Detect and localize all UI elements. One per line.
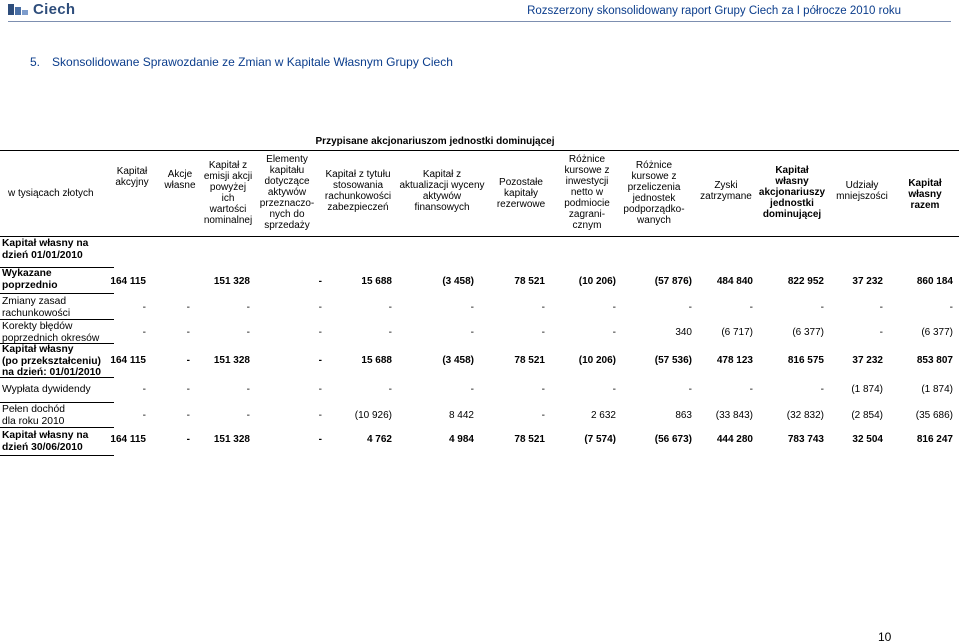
table-cell: (56 673) <box>654 434 692 445</box>
table-cell: 853 807 <box>916 355 953 366</box>
column-header <box>613 160 695 226</box>
table-cell: 444 280 <box>716 434 753 445</box>
table-cell: - <box>246 327 250 338</box>
table-cell: - <box>186 384 190 395</box>
table-cell: (1 874) <box>921 384 953 395</box>
table-cell: (35 686) <box>915 410 953 421</box>
row-label-line: na dzień: 01/01/2010 <box>2 367 102 378</box>
row-label-line: Pełen dochód <box>2 404 65 415</box>
column-header-line: własne <box>164 180 196 191</box>
table-cell: - <box>470 384 474 395</box>
table-cell: (2 854) <box>851 410 883 421</box>
column-header <box>898 178 953 211</box>
row-label-line: Zmiany zasad <box>2 296 67 307</box>
header-bottom-rule <box>0 236 959 237</box>
column-header-line: dominującej <box>762 209 822 220</box>
row-rule <box>0 293 114 294</box>
table-cell: - <box>318 410 322 421</box>
table-cell: - <box>470 302 474 313</box>
column-header <box>491 177 551 210</box>
table-cell: - <box>186 327 190 338</box>
column-header-line: Różnice <box>635 160 673 171</box>
table-cell: - <box>246 410 250 421</box>
table-cell: - <box>688 302 692 313</box>
row-label <box>2 296 70 319</box>
table-cell: (57 536) <box>654 355 692 366</box>
column-header <box>196 160 261 226</box>
column-header-line: podporządko- <box>623 204 685 215</box>
section-title: Skonsolidowane Sprawozdanie ze Zmian w Kapitale Własnym Grupy Ciech <box>52 55 453 69</box>
row-label <box>2 404 65 427</box>
column-header-line: aktywów <box>422 191 462 202</box>
row-label-line: Wykazane <box>2 268 52 279</box>
column-header-line: kapitału <box>269 165 305 176</box>
column-header <box>160 169 200 191</box>
column-header-line: własny <box>908 189 942 200</box>
table-cell: - <box>612 327 616 338</box>
row-label-line: poprzednich okresów <box>2 332 100 344</box>
table-cell: - <box>820 302 824 313</box>
column-header-line: dotyczące <box>264 176 310 187</box>
column-header-line: mniejszości <box>836 191 888 202</box>
column-header <box>832 180 892 202</box>
column-header-line: inwestycji <box>565 176 609 187</box>
table-cell: - <box>186 410 190 421</box>
column-header-line: netto w <box>570 187 604 198</box>
table-cell: - <box>388 384 392 395</box>
column-header-line: sprzedaży <box>264 220 310 231</box>
table-cell: - <box>388 302 392 313</box>
column-header-line: jednostek <box>632 193 676 204</box>
column-header-line: kursowe z <box>631 171 677 182</box>
table-cell: - <box>388 327 392 338</box>
table-cell: - <box>142 327 146 338</box>
column-header-line: wartości <box>209 204 247 215</box>
column-header-line: akcjonariuszy <box>758 187 826 198</box>
group-header-rule <box>114 150 959 151</box>
report-title: Rozszerzony skonsolidowany raport Grupy Ciech za I półrocze 2010 roku <box>527 5 901 17</box>
table-cell: - <box>142 384 146 395</box>
row-label-line: poprzednio <box>2 279 58 291</box>
table-cell: - <box>318 355 322 366</box>
table-cell: - <box>541 302 545 313</box>
column-header-line: Kapitał <box>908 178 942 189</box>
table-cell: (57 876) <box>654 276 692 287</box>
table-cell: 4 762 <box>366 434 392 445</box>
column-header-line: zabezpieczeń <box>327 202 389 213</box>
row-rule <box>0 402 114 403</box>
table-cell: 15 688 <box>361 355 392 366</box>
column-header-line: przeznaczo- <box>259 198 315 209</box>
table-cell: - <box>820 384 824 395</box>
column-header-line: Kapitał z <box>208 160 248 171</box>
table-cell: 822 952 <box>787 276 824 287</box>
group-header: Przypisane akcjonariuszom jednostki dominującej <box>315 136 555 147</box>
table-cell: 8 442 <box>448 410 474 421</box>
table-cell: 151 328 <box>213 355 250 366</box>
company-logo <box>8 2 88 17</box>
column-header-line: Kapitał <box>116 166 148 177</box>
column-header-line: nominalnej <box>203 215 253 226</box>
table-cell: 783 743 <box>787 434 824 445</box>
column-header <box>257 154 317 231</box>
table-cell: - <box>186 434 190 445</box>
row-rule <box>0 319 114 320</box>
table-cell: (6 377) <box>921 327 953 338</box>
column-header-line: akcyjny <box>115 177 149 188</box>
table-cell: - <box>318 276 322 287</box>
table-cell: 78 521 <box>514 276 545 287</box>
table-cell: 78 521 <box>514 434 545 445</box>
table-cell: (10 206) <box>578 276 616 287</box>
table-cell: 4 984 <box>448 434 474 445</box>
column-header <box>313 169 403 213</box>
column-header <box>392 169 492 213</box>
column-header-line: powyżej <box>209 182 247 193</box>
table-cell: - <box>541 384 545 395</box>
table-cell: 37 232 <box>852 276 883 287</box>
row-label <box>2 384 91 396</box>
header-divider <box>8 21 951 22</box>
row-label-line: dla roku 2010 <box>2 415 65 427</box>
column-header-line: podmiocie <box>564 198 610 209</box>
column-header-line: cznym <box>572 220 602 231</box>
column-header <box>755 165 830 220</box>
column-header-line: Akcje <box>167 169 193 180</box>
column-header-line: Różnice <box>568 154 606 165</box>
table-cell: 816 575 <box>787 355 824 366</box>
column-header-line: Elementy <box>266 154 308 165</box>
table-cell: 816 247 <box>916 434 953 445</box>
table-cell: - <box>318 434 322 445</box>
table-cell: (10 206) <box>578 355 616 366</box>
table-cell: 860 184 <box>916 276 953 287</box>
table-cell: - <box>612 384 616 395</box>
row-rule <box>0 427 114 428</box>
column-header-line: finansowych <box>414 202 470 213</box>
section-number: 5. <box>30 55 41 69</box>
table-cell: 484 840 <box>716 276 753 287</box>
table-cell: - <box>749 384 753 395</box>
table-cell: - <box>688 384 692 395</box>
table-cell: (10 926) <box>354 410 392 421</box>
column-header-line: kursowe z <box>564 165 610 176</box>
row-label-line: Kapitał własny <box>2 344 74 355</box>
table-cell: - <box>879 302 883 313</box>
row-label-line: rachunkowości <box>2 307 71 319</box>
table-cell: (3 458) <box>442 355 474 366</box>
column-header-line: przeliczenia <box>627 182 681 193</box>
table-cell: 37 232 <box>852 355 883 366</box>
row-label-line: dzień 30/06/2010 <box>2 441 83 453</box>
row-label-line: Korekty błędów <box>2 321 73 332</box>
table-top-rule <box>0 150 114 151</box>
opening-balance-label <box>2 238 88 261</box>
table-cell: 164 115 <box>110 355 146 366</box>
table-cell: - <box>318 302 322 313</box>
row-label <box>2 344 101 379</box>
table-cell: 478 123 <box>716 355 753 366</box>
table-cell: - <box>541 327 545 338</box>
table-cell: - <box>318 327 322 338</box>
table-cell: 863 <box>675 410 692 421</box>
ciech-logo-icon <box>8 3 30 16</box>
row-label <box>2 268 57 291</box>
column-header <box>699 180 754 202</box>
column-header-line: kapitały <box>504 188 538 199</box>
page-number: 10 <box>878 630 892 644</box>
column-header-line: Zyski <box>714 180 738 191</box>
table-cell: (6 717) <box>721 327 753 338</box>
row-label-line: Wypłata dywidendy <box>2 384 91 395</box>
table-cell: (32 832) <box>786 410 824 421</box>
column-header-line: stosowania <box>332 180 384 191</box>
column-header-line: rachunkowości <box>324 191 392 202</box>
column-header <box>112 166 152 188</box>
row-label-line: Kapitał własny na <box>2 430 89 441</box>
column-header-line: Udziały <box>845 180 879 191</box>
table-cell: (6 377) <box>792 327 824 338</box>
table-cell: 15 688 <box>361 276 392 287</box>
column-header-line: własny <box>775 176 809 187</box>
table-cell: 2 632 <box>590 410 616 421</box>
table-cell: 151 328 <box>213 276 250 287</box>
section-heading <box>30 55 453 69</box>
column-header-line: aktywów <box>267 187 307 198</box>
column-header-line: jednostki <box>770 198 814 209</box>
row-label-line: (po przekształceniu) <box>2 355 101 367</box>
column-header-line: wanych <box>637 215 671 226</box>
opening-label-line: dzień 01/01/2010 <box>2 249 83 261</box>
table-cell: - <box>142 410 146 421</box>
row-label <box>2 321 99 344</box>
table-cell: - <box>949 302 953 313</box>
table-cell: - <box>246 302 250 313</box>
opening-label-line: Kapitał własny na <box>2 238 89 249</box>
table-cell: - <box>186 355 190 366</box>
column-header-line: Kapitał z <box>422 169 462 180</box>
table-cell: (3 458) <box>442 276 474 287</box>
row-label <box>2 430 88 453</box>
column-header-line: zagrani- <box>568 209 606 220</box>
table-cell: - <box>186 302 190 313</box>
column-header-line: rezerwowe <box>496 199 546 210</box>
column-header-line: zatrzymane <box>700 191 752 202</box>
table-cell: - <box>318 384 322 395</box>
column-header-line: nych do <box>269 209 305 220</box>
table-cell: 164 115 <box>110 434 146 445</box>
column-header-line: Kapitał <box>775 165 809 176</box>
column-header-line: aktualizacji wyceny <box>399 180 485 191</box>
table-cell: - <box>749 302 753 313</box>
row-rule <box>0 455 114 456</box>
table-cell: 340 <box>675 327 692 338</box>
table-cell: 78 521 <box>514 355 545 366</box>
table-cell: 151 328 <box>213 434 250 445</box>
table-cell: (7 574) <box>584 434 616 445</box>
table-cell: - <box>142 302 146 313</box>
table-cell: - <box>612 302 616 313</box>
table-cell: - <box>879 327 883 338</box>
table-cell: - <box>246 384 250 395</box>
table-cell: 32 504 <box>852 434 883 445</box>
table-cell: 164 115 <box>110 276 146 287</box>
logo-text: Ciech <box>33 1 76 18</box>
column-header-line: razem <box>910 200 940 211</box>
unit-label: w tysiącach złotych <box>8 188 94 199</box>
column-header-line: ich <box>221 193 235 204</box>
table-cell: (1 874) <box>851 384 883 395</box>
column-header-line: Kapitał z tytułu <box>325 169 391 180</box>
table-cell: (33 843) <box>715 410 753 421</box>
column-header-line: emisji akcji <box>203 171 253 182</box>
column-header-line: Pozostałe <box>499 177 543 188</box>
column-header <box>557 154 617 231</box>
table-cell: - <box>541 410 545 421</box>
table-cell: - <box>470 327 474 338</box>
